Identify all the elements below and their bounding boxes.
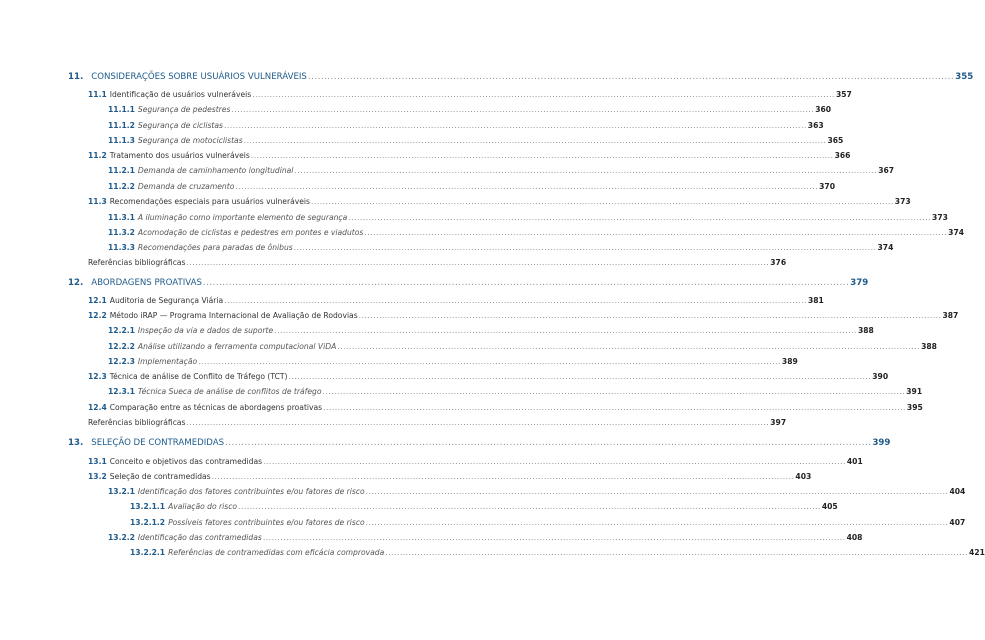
toc-entry-number: 13.2.2.1 [130,548,166,557]
toc-entry-page-number: 366 [834,151,851,160]
toc-entry[interactable] [108,340,937,354]
toc-entry[interactable] [130,500,838,514]
dot-leader [322,385,905,399]
dot-leader [323,401,906,415]
toc-entry-title: A iluminação como importante elemento de segurança [137,213,348,222]
toc-entry[interactable] [68,69,974,85]
toc-entry[interactable] [88,455,863,469]
toc-entry-page-number: 367 [878,166,895,175]
dot-leader [238,500,821,514]
toc-entry-page-number: 401 [846,457,863,466]
toc-entry-title: SELEÇÃO DE CONTRAMEDIDAS [91,438,225,448]
toc-entry[interactable] [88,309,959,323]
toc-entry-title: Possíveis fatores contribuintes e/ou fatores de risco [168,518,365,527]
dot-leader [385,546,968,560]
toc-entry-number: 12.2.3 [108,357,135,366]
toc-entry-page-number: 405 [821,502,838,511]
toc-entry[interactable] [108,103,832,117]
dot-leader [294,241,877,255]
dot-leader [359,309,942,323]
toc-entry-page-number: 408 [846,533,863,542]
toc-entry-number: 11.2.1 [108,166,135,175]
toc-entry-page-number: 379 [850,278,869,288]
toc-entry-page-number: 403 [795,472,812,481]
dot-leader [231,103,814,117]
toc-entry-number: 11.2 [88,151,107,160]
toc-entry-title: Demanda de caminhamento longitudinal [137,166,294,175]
toc-entry[interactable] [68,435,891,451]
toc-entry-title: Recomendações para paradas de ônibus [137,243,293,252]
toc-entry[interactable] [88,294,824,308]
toc-entry-title: Conceito e objetivos das contramedidas [109,457,263,466]
toc-entry-page-number: 381 [807,296,824,305]
toc-entry[interactable] [108,241,894,255]
toc-entry-title: Tratamento dos usuários vulneráveis [109,151,250,160]
toc-entry[interactable] [108,324,874,338]
toc-entry-page-number: 389 [781,357,798,366]
toc-entry-page-number: 374 [877,243,894,252]
dot-leader [348,211,931,225]
dot-leader [251,149,834,163]
toc-entry-page-number: 387 [942,311,959,320]
toc-entry-number: 11.3.1 [108,213,135,222]
toc-entry[interactable] [108,180,835,194]
dot-leader [203,275,849,291]
toc-entry-title: Identificação de usuários vulneráveis [109,90,252,99]
toc-entry[interactable] [68,275,869,291]
toc-entry-title: Inspeção da via e dados de suporte [137,326,274,335]
toc-entry-title: Referências bibliográficas [88,418,186,427]
toc-entry-title: Acomodação de ciclistas e pedestres em pontes e viadutos [137,228,364,237]
toc-entry-number: 11.3.3 [108,243,135,252]
toc-entry-number: 11.3.2 [108,228,135,237]
toc-entry-title: Avaliação do risco [168,502,238,511]
toc-entry[interactable] [88,370,889,384]
toc-entry-title: Recomendações especiais para usuários vulneráveis [109,197,310,206]
dot-leader [212,470,795,484]
toc-entry-title: Identificação dos fatores contribuintes e/ou fatores de risco [137,487,365,496]
toc-entry[interactable] [108,211,948,225]
toc-entry-page-number: 376 [770,258,787,267]
dot-leader [252,88,835,102]
toc-entry-title: Técnica Sueca de análise de conflitos de tráfego [137,387,322,396]
toc-entry-number: 12. [68,278,84,288]
toc-entry-title: Demanda de cruzamento [137,182,235,191]
toc-entry-page-number: 390 [872,372,889,381]
toc-entry-number: 11. [68,72,84,82]
toc-entry-title: Segurança de ciclistas [137,121,223,130]
toc-entry-number: 11.1.1 [108,105,135,114]
toc-entry-number: 13.2 [88,472,107,481]
toc-entry-title: Análise utilizando a ferramenta computacional ViDA [137,342,337,351]
toc-entry[interactable] [108,355,798,369]
toc-entry-page-number: 407 [949,518,966,527]
toc-entry[interactable] [108,164,895,178]
dot-leader [263,531,846,545]
toc-entry-page-number: 355 [955,72,974,82]
toc-entry[interactable] [108,119,824,133]
toc-entry-title: ABORDAGENS PROATIVAS [91,278,202,288]
toc-entry-title: Segurança de pedestres [137,105,231,114]
toc-entry-page-number: 373 [894,197,911,206]
toc-entry-title: Técnica de análise de Conflito de Tráfego (TCT) [109,372,288,381]
toc-entry-page-number: 404 [949,487,966,496]
toc-entry-title: Seleção de contramedidas [109,472,211,481]
toc-entry-number: 12.2 [88,311,107,320]
toc-entry-title: Implementação [137,357,198,366]
toc-entry-title: Identificação das contramedidas [137,533,262,542]
toc-entry-page-number: 421 [969,548,985,557]
toc-entry-number: 13.2.1 [108,487,135,496]
toc-entry[interactable] [88,416,787,430]
dot-leader [224,294,807,308]
dot-leader [225,435,871,451]
toc-entry-page-number: 388 [921,342,937,351]
toc-entry-title: CONSIDERAÇÕES SOBRE USUÁRIOS VULNERÁVEIS [91,72,307,82]
dot-leader [308,69,954,85]
dot-leader [294,164,877,178]
dot-leader [186,416,769,430]
toc-entry[interactable] [108,226,965,240]
toc-entry-page-number: 363 [807,121,824,130]
toc-entry[interactable] [88,149,851,163]
dot-leader [366,485,949,499]
toc-entry-number: 13.2.1.1 [130,502,166,511]
dot-leader [263,455,846,469]
toc-entry-title: Referências de contramedidas com eficácia comprovada [168,548,385,557]
toc-entry-title: Segurança de motociclistas [137,136,243,145]
toc-entry-title: Auditoria de Segurança Viária [109,296,224,305]
toc-entry[interactable] [130,516,966,530]
toc-entry[interactable] [88,195,911,209]
toc-entry-number: 13.1 [88,457,107,466]
dot-leader [244,134,827,148]
toc-entry-page-number: 373 [932,213,948,222]
toc-entry[interactable] [108,134,844,148]
dot-leader [337,340,920,354]
toc-entry-number: 11.1.3 [108,136,135,145]
toc-entry-number: 12.3.1 [108,387,135,396]
toc-entry-page-number: 397 [770,418,787,427]
dot-leader [186,256,769,270]
toc-entry-page-number: 399 [872,438,891,448]
toc-entry[interactable] [108,485,966,499]
dot-leader [235,180,818,194]
dot-leader [366,516,949,530]
toc-entry-page-number: 388 [857,326,874,335]
toc-entry-number: 12.2.2 [108,342,135,351]
toc-entry-number: 13.2.1.2 [130,518,166,527]
dot-leader [198,355,781,369]
toc-entry-title: Comparação entre as técnicas de abordagens proativas [109,403,323,412]
toc-entry[interactable] [108,531,863,545]
toc-entry-page-number: 391 [906,387,923,396]
toc-entry-number: 11.1 [88,90,107,99]
toc-entry-number: 13. [68,438,84,448]
toc-entry-number: 12.3 [88,372,107,381]
toc-entry-number: 11.2.2 [108,182,135,191]
toc-entry-page-number: 374 [948,228,965,237]
dot-leader [224,119,807,133]
toc-entry[interactable] [88,88,852,102]
toc-entry-number: 11.3 [88,197,107,206]
toc-entry-page-number: 395 [906,403,923,412]
toc-entry-number: 12.2.1 [108,326,135,335]
toc-entry-number: 13.2.2 [108,533,135,542]
toc-entry-page-number: 357 [835,90,852,99]
toc-entry[interactable] [88,401,923,415]
dot-leader [288,370,871,384]
dot-leader [364,226,947,240]
dot-leader [274,324,857,338]
toc-entry[interactable] [88,256,787,270]
toc-entry-page-number: 365 [827,136,844,145]
toc-entry-title: Método iRAP — Programa Internacional de Avaliação de Rodovias [109,311,358,320]
toc-entry-page-number: 370 [819,182,835,191]
toc-entry-number: 12.4 [88,403,107,412]
toc-entry-title: Referências bibliográficas [88,258,186,267]
toc-entry-number: 12.1 [88,296,107,305]
toc-entry[interactable] [108,385,923,399]
toc-entry-page-number: 360 [815,105,832,114]
toc-entry[interactable] [130,546,985,560]
dot-leader [311,195,894,209]
toc-entry-number: 11.1.2 [108,121,135,130]
toc-entry[interactable] [88,470,812,484]
